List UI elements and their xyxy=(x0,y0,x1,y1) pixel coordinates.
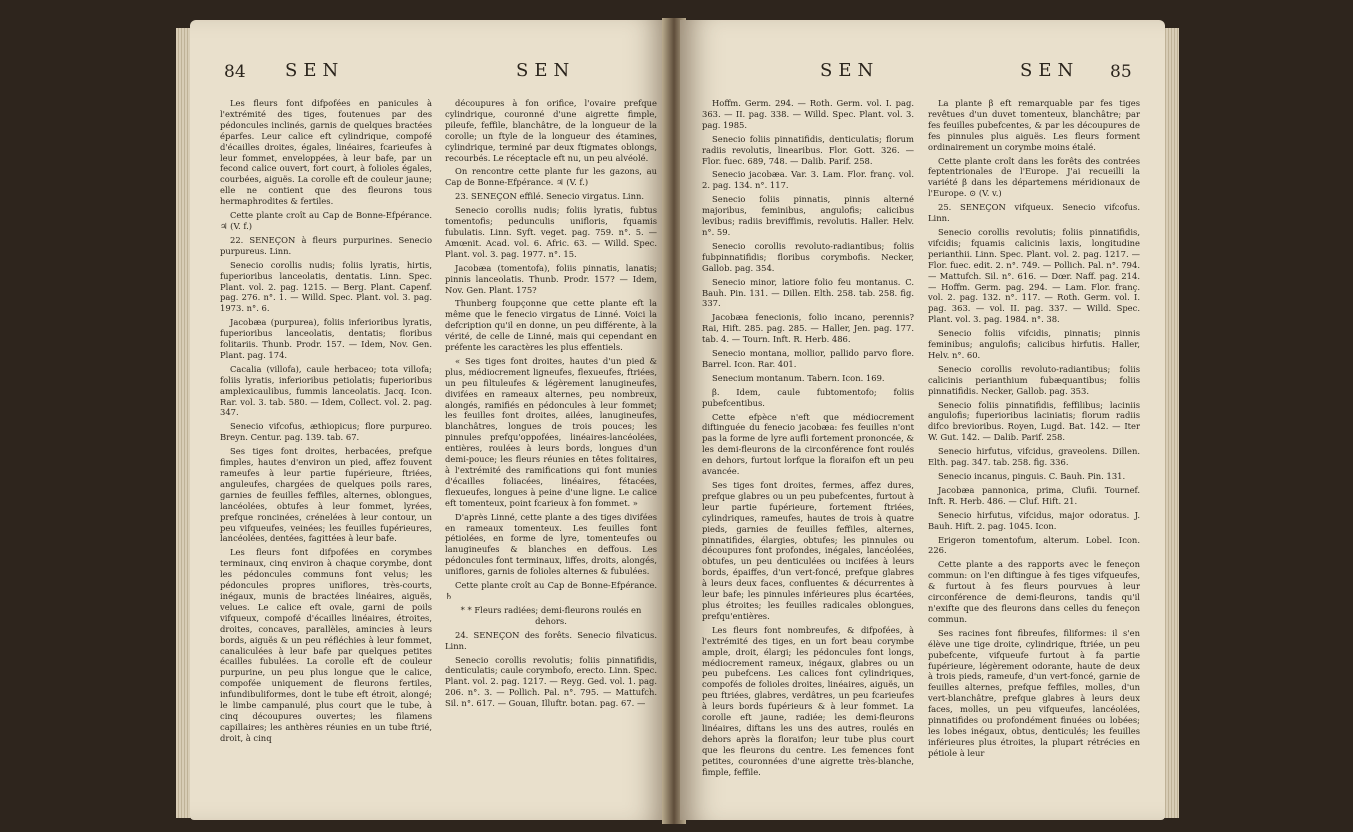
paragraph: La plante β eft remarquable par fes tiges revêtues d'un duvet tomenteux, blanchâtre; par fes feuilles pubefcentes, & par les découpures de fes pinnules plus aiguës. Les fleurs forment ordinairement un corymbe moins étalé. xyxy=(928,98,1140,152)
paragraph: Senecio foliis pinnatifidis, feffilibus; laciniis angulofis; fuperioribus laciniatis; florum radiis difco brevioribus. Royen, Lugd. Bat. 142. — Iter W. Gut. 142. — Dalib. Parif. 258. xyxy=(928,399,1140,443)
paragraph: Cette plante croît au Cap de Bonne-Efpérance. ♄ xyxy=(445,580,657,601)
paragraph: Cacalia (villofa), caule herbaceo; tota villofa; foliis lyratis, inferioribus petiolatis; fuperioribus amplexicaulibus, fummis lanceolatis. Jacq. Icon. Rar. vol. 3. tab. 580. — Idem, Collect. vol. 2. pag. 347. xyxy=(220,363,432,418)
paragraph: Les fleurs font difpofées en panicules à l'extrémité des tiges, foutenues par des pédoncules inclinés, garnis de quelques bractées éparfes. Leur calice eft cylindrique, compofé d'écailles droites, égales, linéaires, fcarieufes à leur fommet, enveloppées, à leur bafe, par un fecond calice ouvert, fort court, à folioles égales, courbées, aiguës. La corolle eft de couleur jaune; elle ne contient que des fleurons tous hermaphrodites & fertiles. xyxy=(220,98,432,207)
paragraph: Senecio corollis nudis; foliis lyratis, fubtus tomentofis; pedunculis unifloris, fquamis fubulatis. Linn. Syft. veget. pag. 759. n°. 5. — Amœnit. Acad. vol. 6. Afric. 63. — Willd. Spec. Plant. vol. 3. pag. 1977. n°. 15. xyxy=(445,205,657,259)
paragraph: Senecio foliis pinnatifidis, denticulatis; florum radiis revolutis, linearibus. Flor. Gott. 326. — Flor. fuec. 689, 748. — Dalib. Parif. 258. xyxy=(702,133,914,166)
left-page xyxy=(190,20,668,820)
left-page-header xyxy=(190,60,668,84)
paragraph: Senecio corollis revoluto-radiantibus; foliis calicinis perianthium fubæquantibus; foliis pinnatifidis. Necker, Gallob. pag. 353. xyxy=(928,363,1140,396)
paragraph: Jacobæa (tomentofa), foliis pinnatis, lanatis; pinnis lanceolatis. Thunb. Prodr. 157? — Idem, Nov. Gen. Plant. 175? xyxy=(445,262,657,295)
paragraph: découpures à fon orifice, l'ovaire prefque cylindrique, couronné d'une aigrette fimple, pileufe, feffile, blanchâtre, de la longueur de la corolle; un ftyle de la longueur des étamines, cylindrique, terminé par deux ftigmates oblongs, recourbés. Le réceptacle eft nu, un peu alvéolé. xyxy=(445,98,657,163)
paragraph: Senecio corollis revoluto-radiantibus; foliis fubpinnatifidis; floribus corymbofis. Necker, Gallob. pag. 354. xyxy=(702,240,914,273)
paragraph: Senecio corollis revolutis; foliis pinnatifidis, denticulatis; caule corymbofo, erecto. Linn. Spec. Plant. vol. 2. pag. 1217. — Reyg. Ged. vol. 1. pag. 206. n°. 3. — Pollich. Pal. n°. 795. — Mattufch. Sil. n°. 617. — Gouan, Illuftr. botan. pag. 67. — xyxy=(445,654,657,709)
paragraph: Senecio foliis pinnatis, pinnis alterné majoribus, feminibus, angulofis; calicibus levibus; radiis breviffimis, revolutis. Haller. Helv. n°. 59. xyxy=(702,194,914,237)
left-page-column-1 xyxy=(220,98,432,747)
paragraph: Senecio vifcofus, æthiopicus; flore purpureo. Breyn. Centur. pag. 139. tab. 67. xyxy=(220,421,432,443)
left-page-column-2 xyxy=(445,98,657,712)
paragraph: Les fleurs font nombreufes, & difpofées, à l'extrémité des tiges, en un fort beau corymbe ample, droit, élargi; les pédoncules font longs, médiocrement rameux, inégaux, glabres ou un peu pubefcens. Les calices font cylindriques, compofés de folioles droites, linéaires, aiguës, un peu ftriées, glabres, verdâtres, un peu fcarieufes à leurs bords fupérieurs & à leur fommet. La corolle eft jaune, radiée; les demi-fleurons linéaires, diftans les uns des autres, roulés en dehors après la floraifon; leur tube plus court que les fleurons du centre. Les femences font petites, couronnées d'une aigrette très-blanche, fimple, feffile. xyxy=(702,624,914,777)
right-page-header xyxy=(680,60,1165,84)
left-page-number: 84 xyxy=(224,62,246,82)
paragraph: Senecio hirfutus, vifcidus, major odoratus. J. Bauh. Hift. 2. pag. 1045. Icon. xyxy=(928,509,1140,531)
paragraph: « Ses tiges font droites, hautes d'un pied & plus, médiocrement ligneufes, flexueufes, ftriées, un peu filtuleufes & légèrement lanugineufes, divifées en rameaux alternes, peu nombreux, alongés, ramifiés en pédoncules à leur fommet; les feuilles font droites, ailées, lanugineufes, blanchâtres, longues de trois pouces; les pinnules prefqu'oppofées, linéaires-lancéolées, entières, roulées à leurs bords, longues d'un demi-pouce; les fleurs réunies en têtes folitaires, à l'extrémité des ramifications qui font munies d'écailles foliacées, linéaires, fétacées, flexueufes, longues à peine d'une ligne. Le calice eft tomenteux, point fcarieux à fon fommet. » xyxy=(445,355,657,508)
paragraph: D'après Linné, cette plante a des tiges divifées en rameaux tomenteux. Les feuilles font pétiolées, en forme de lyre, tomenteufes ou lanugineufes & blanches en deffous. Les pédoncules font terminaux, liffes, droits, alongés, uniflores, garnis de folioles alternes & fubulées. xyxy=(445,511,657,577)
paragraph: Hoffm. Germ. 294. — Roth. Germ. vol. I. pag. 363. — II. pag. 338. — Willd. Spec. Plant. vol. 3. pag. 1985. xyxy=(702,98,914,130)
paragraph: Les fleurs font difpofées en corymbes terminaux, cinq environ à chaque corymbe, dont les pédoncules communs font velus; les pédoncules propres uniflores, très-courts, inégaux, munis de bractées linéaires, aiguës, velues. Le calice eft ovale, garni de poils vifqueux, compofé d'écailles linéaires, étroites, droites, concaves, parallèles, amincies à leurs bords, aiguës & un peu réfléchies à leur fommet, canaliculées à leur bafe par quelques petites écailles fubulées. La corolle eft de couleur purpurine, un peu plus longue que le calice, compofée uniquement de fleurons fertiles, infundibuliformes, dont le tube eft étroit, alongé; le limbe campanulé, plus court que le tube, à cinq découpures ouvertes; les filamens capillaires; les anthères réunies en un tube ftrié, droit, à cinq xyxy=(220,547,432,743)
paragraph: On rencontre cette plante fur les gazons, au Cap de Bonne-Efpérance. ♃ (V. f.) xyxy=(445,166,657,188)
paragraph: Thunberg foupçonne que cette plante eft la même que le fenecio virgatus de Linné. Voici la defcription qu'il en donne, un peu différente, à la vérité, de celle de Linné, mais qui cependant en préfente les caractères les plus effentiels. xyxy=(445,298,657,353)
paragraph: Cette efpèce n'eft que médiocrement diftinguée du fenecio jacobæa: fes feuilles n'ont pas la forme de lyre aufli fortement prononcée, & les demi-fleurons de la circonférence font roulés en dehors, furtout lorfque la floraifon eft un peu avancée. xyxy=(702,411,914,477)
paragraph: Ses tiges font droites, herbacées, prefque fimples, hautes d'environ un pied, affez fouvent rameufes à leur partie fupérieure, ftriées, anguleufes, chargées de quelques poils rares, garnies de feuilles feffiles, alternes, oblongues, lancéolées, obtufes à leur fommet, lyrées, prefque roncinées, crénelées à leur contour, un peu vifqueufes, veinées; les feuilles fupérieures, lancéolées, dentées, fagittées à leur bafe. xyxy=(220,446,432,544)
right-page-column-1 xyxy=(702,98,914,780)
paragraph: Senecio corollis nudis; foliis lyratis, hirtis, fuperioribus lanceolatis, dentatis. Linn. Spec. Plant. vol. 2. pag. 1215. — Berg. Plant. Capenf. pag. 276. n°. 1. — Willd. Spec. Plant. vol. 3. pag. 1973. n°. 6. xyxy=(220,259,432,314)
paragraph: Erigeron tomentofum, alterum. Lobel. Icon. 226. xyxy=(928,534,1140,556)
paragraph: 24. SENEÇON des forêts. Senecio filvaticus. Linn. xyxy=(445,629,657,651)
paragraph: Cette plante a des rapports avec le feneçon commun: on l'en diftingue à fes tiges vifqueufes, & furtout à fes fleurs pourvues à leur circonférence de demi-fleurons, tandis qu'il n'exifte que des fleurons dans celles du feneçon commun. xyxy=(928,559,1140,624)
paragraph: Senecio jacobæa. Var. 3. Lam. Flor. franç. vol. 2. pag. 134. n°. 117. xyxy=(702,169,914,191)
paragraph: Cette plante croît au Cap de Bonne-Efpérance. ♃ (V. f.) xyxy=(220,210,432,231)
paragraph: 25. SENEÇON vifqueux. Senecio vifcofus. Linn. xyxy=(928,202,1140,224)
right-page-edges xyxy=(1163,28,1179,818)
paragraph: Senecio montana, mollior, pallido parvo flore. Barrel. Icon. Rar. 401. xyxy=(702,348,914,369)
right-running-head-2: SEN xyxy=(1020,60,1080,81)
right-page-number: 85 xyxy=(1110,62,1132,82)
paragraph: 22. SENEÇON à fleurs purpurines. Senecio purpureus. Linn. xyxy=(220,234,432,256)
paragraph: Senecio hirfutus, vifcidus, graveolens. Dillen. Elth. pag. 347. tab. 258. fig. 336. xyxy=(928,446,1140,468)
right-page-column-2 xyxy=(928,98,1140,762)
paragraph: Senecio incanus, pinguis. C. Bauh. Pin. 131. xyxy=(938,471,1126,481)
left-running-head-2: SEN xyxy=(516,60,576,81)
paragraph: Ses racines font fibreufes, filiformes: il s'en élève une tige droite, cylindrique, ftriée, un peu pubefcente, vifqueufe furtout à fa partie fupérieure, légèrement odorante, haute de deux à trois pieds, rameufe, d'un vert-foncé, garnie de feuilles alternes, prefque feffiles, molles, d'un vert-blanchâtre, prefque glabres à leurs deux faces, molles, un peu vifqueufes, lancéolées, pinnatifides ou profondément finuées ou lobées; les lobes inégaux, obtus, denticulés; les feuilles inférieures plus étroites, la plupart rétrécies en pétiole à leur xyxy=(928,627,1140,758)
paragraph: β. Idem, caule fubtomentofo; foliis pubefcentibus. xyxy=(702,386,914,408)
right-running-head-1: SEN xyxy=(820,60,880,81)
paragraph: Ses tiges font droites, fermes, affez dures, prefque glabres ou un peu pubefcentes, furtout à leur partie fupérieure, fortement ftriées, cylindriques, rameufes, hautes de trois à quatre pieds, garnies de feuilles feffiles, alternes, pinnatifides, élargies, obtufes; les pinnules ou découpures font profondes, inégales, lancéolées, obtufes, un peu denticulées ou incifées à leurs bords, épaiffes, d'un vert-foncé, prefque glabres à leurs deux faces, confluentes & décurrentes à leur bafe; les pinnules inférieures plus écartées, plus étroites; les feuilles radicales oblongues, prefqu'entières. xyxy=(702,480,914,621)
paragraph: * * Fleurs radiées; demi-fleurons roulés en dehors. xyxy=(460,604,642,626)
paragraph: Jacobæa (purpurea), foliis inferioribus lyratis, fuperioribus lanceolatis, dentatis; floribus folitariis. Thunb. Prodr. 157. — Idem, Nov. Gen. Plant. pag. 174. xyxy=(220,317,432,360)
left-running-head-1: SEN xyxy=(285,60,345,81)
paragraph: Senecio foliis vifcidis, pinnatis; pinnis feminibus; angulofis; calicibus hirfutis. Haller, Helv. n°. 60. xyxy=(928,328,1140,360)
paragraph: Cette plante croît dans les forêts des contrées feptentrionales de l'Europe. J'ai recueilli la variété β dans les départemens méridionaux de l'Europe. ⊙ (V. v.) xyxy=(928,155,1140,199)
paragraph: Jacobæa pannonica, prima, Clufii. Tournef. Inft. R. Herb. 486. — Cluf. Hift. 21. xyxy=(928,484,1140,506)
right-page xyxy=(680,20,1165,820)
paragraph: 23. SENEÇON effilé. Senecio virgatus. Linn. xyxy=(455,191,645,202)
paragraph: Senecio corollis revolutis; foliis pinnatifidis, vifcidis; fquamis calicinis laxis, longitudine perianthii. Linn. Spec. Plant. vol. 2. pag. 1217. — Flor. fuec. edit. 2. n°. 749. — Pollich. Pal. n°. 794. — Mattufch. Sil. n°. 616. — Dœr. Naff. pag. 214. — Hoffm. Germ. pag. 294. — Lam. Flor. franç. vol. 2. pag. 132. n°. 117. — Roth. Germ. vol. I. pag. 363. — vol. II. pag. 337. — Willd. Spec. Plant. vol. 3. pag. 1984. n°. 38. xyxy=(928,226,1140,325)
paragraph: Jacobæa fenecionis, folio incano, perennis? Rai, Hift. 285. pag. 285. — Haller, Jen. pag. 177. tab. 4. — Tourn. Inft. R. Herb. 486. xyxy=(702,312,914,345)
paragraph: Senecio minor, latiore folio feu montanus. C. Bauh. Pin. 131. — Dillen. Elth. 258. tab. 258. fig. 337. xyxy=(702,276,914,309)
paragraph: Senecium montanum. Tabern. Icon. 169. xyxy=(712,372,885,383)
